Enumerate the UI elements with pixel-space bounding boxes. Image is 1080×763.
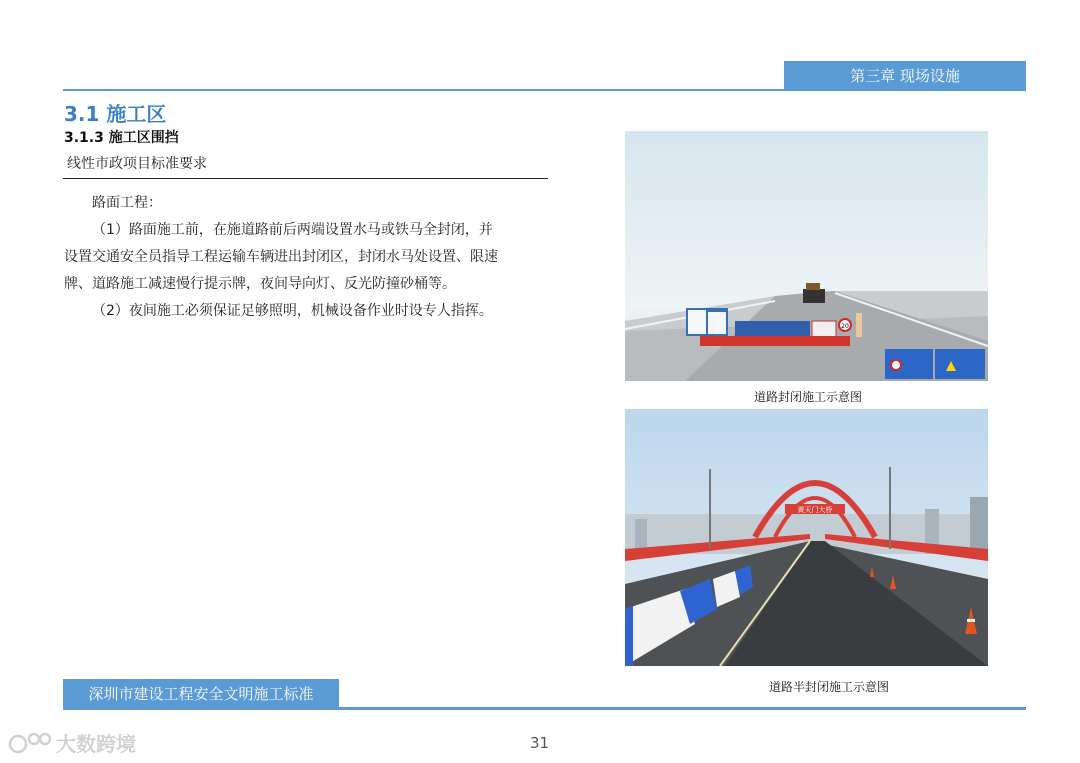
body-heading: 路面工程： [92,195,162,211]
page-number: 31 [530,734,550,752]
body-item-2: （2）夜间施工必须保证足够照明，机械设备作业时设专人指挥。 [92,303,493,319]
footer-title: 深圳市建设工程安全文明施工标准 [88,684,314,703]
road-closure-image [625,131,988,381]
topic-title: 线性市政项目标准要求 [67,156,207,172]
bridge-sign: 黄天门大桥 [797,506,833,514]
body-item-1: （1）路面施工前，在施道路前后两端设置水马或铁马全封闭，并设置交通安全员指导工程运输车辆进出封闭区，封闭水马处设置、限速牌、道路施工减速慢行提示牌，夜间导向灯、反光防撞砂桶等。 [64,222,498,292]
chapter-label: 第三章 现场设施 [850,67,960,85]
footer-rule [63,707,1026,710]
watermark-logo-icon [8,731,52,755]
figure-caption: 道路半封闭施工示意图 [769,680,890,694]
speed-limit-sign: 20 [841,323,849,330]
figure-caption: 道路封闭施工示意图 [754,390,863,404]
footer-tab [63,679,339,707]
road-half-closure-image [625,409,988,666]
topic-rule [63,178,548,179]
watermark [8,728,136,757]
section-title: 3.1 施工区 [64,102,167,126]
chapter-tab [784,61,1026,90]
watermark-text: 大数跨境 [56,732,136,756]
body-text [64,190,504,325]
header-rule [63,89,1026,91]
subsection-title: 3.1.3 施工区围挡 [64,130,179,146]
